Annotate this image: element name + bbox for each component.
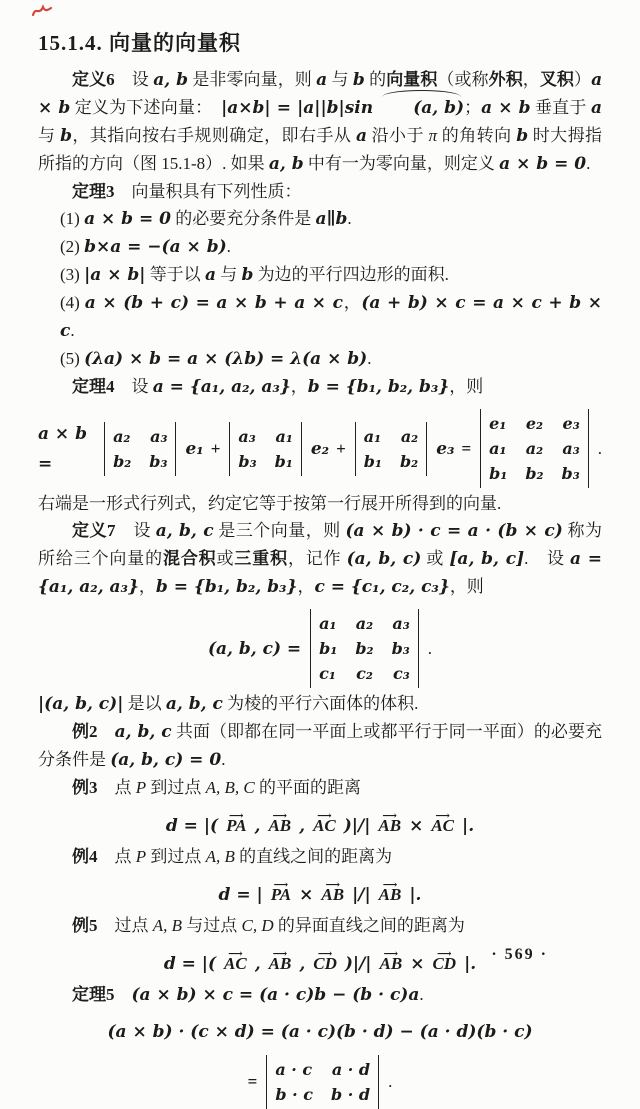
det-row xyxy=(319,661,410,686)
text-run: |a × b| xyxy=(84,265,146,285)
det-cell: b₂ xyxy=(399,451,419,471)
text-run: . 设 xyxy=(524,549,571,568)
text-run: c = {c₁, c₂, c₃} xyxy=(314,577,450,597)
text-run: 与 xyxy=(215,265,242,284)
text-run: |/| xyxy=(352,885,371,905)
text-run: (λa) × b = a × (λb) = λ(a × b) xyxy=(84,349,368,369)
text-run: ⟶ AB xyxy=(268,811,291,841)
text-run: 沿小于 xyxy=(366,126,429,145)
text-run: a = {a₁, a₂, a₃} xyxy=(152,377,291,397)
text-run: a × (b + c) = a × b + a × c xyxy=(84,293,344,313)
det-cell: b₃ xyxy=(149,451,168,471)
text-run: ⟶ PA xyxy=(271,880,291,910)
text-run: （或称 xyxy=(437,70,489,89)
text-run: b xyxy=(352,70,365,90)
text-run: a xyxy=(316,70,328,90)
equation-cross-product-determinant xyxy=(38,403,602,488)
text-run: . xyxy=(586,154,591,173)
text-run: 例4 xyxy=(72,847,98,866)
section-title: 15.1.4. 向量的向量积 xyxy=(38,31,241,55)
text-run: A, B xyxy=(205,847,235,866)
text-run: 的直线之间的距离为 xyxy=(234,847,393,866)
text-run: 共面（即都在同一平面上或都平行于同一平面）的必要充分条件是 xyxy=(38,722,602,769)
text-run: ⟶ CD xyxy=(313,949,337,979)
det-cell: b · c xyxy=(275,1085,313,1104)
text-run: b×a = −(a × b) xyxy=(84,237,227,257)
period: . xyxy=(597,438,602,458)
text-run: 叉积 xyxy=(539,70,575,89)
plus-sign: + xyxy=(336,438,346,458)
text-run: b = {b₁, b₂, b₃} xyxy=(155,577,298,597)
text-run: a × b xyxy=(38,70,603,118)
text-run: |. xyxy=(464,954,477,974)
text-run: (a + b) × c = a × c + b × c xyxy=(60,293,602,341)
text-run: d = |( xyxy=(163,954,217,974)
text-run: 向量积 xyxy=(386,70,438,89)
text-run: d = | xyxy=(218,885,263,905)
det-cell: e₃ xyxy=(562,414,580,433)
text-run: (2) xyxy=(60,237,85,256)
text-run: 到过点 xyxy=(146,778,206,797)
det-cell: b₁ xyxy=(319,639,338,658)
text-run: . xyxy=(367,349,372,368)
text-run: 垂直于 xyxy=(530,98,592,117)
text-run: (a × b) × c = (a · c)b − (b · c)a xyxy=(131,985,420,1005)
det-cell: a · d xyxy=(331,1060,371,1079)
paragraph-volume-note xyxy=(38,690,602,718)
text-run: 定义为下述向量： xyxy=(70,98,222,117)
text-run: × xyxy=(299,885,314,905)
basis-vector-e2: e₂ xyxy=(310,438,330,459)
det-row xyxy=(275,1057,370,1082)
text-run: (1) xyxy=(60,209,85,228)
equals-sign: = xyxy=(461,438,472,458)
text-run: a, b xyxy=(153,70,189,90)
det-cell: a₃ xyxy=(562,439,580,458)
text-run: a, b, c xyxy=(155,521,214,541)
text-run: 例2 xyxy=(72,722,98,741)
theorem3-property-1 xyxy=(38,205,602,233)
theorem3-property-5 xyxy=(38,345,602,373)
text-run: ） xyxy=(574,70,592,89)
basis-vector-e1: e₁ xyxy=(185,438,204,459)
equation-gram-determinant xyxy=(38,1049,602,1109)
text-run: ⟶ AC xyxy=(431,811,454,841)
text-run: 过点 xyxy=(97,916,153,935)
text-run: a × b xyxy=(481,98,531,118)
paragraph-expansion-note xyxy=(38,490,602,517)
page-number: · 569 · xyxy=(491,946,548,963)
text-run: ⟶ CD xyxy=(432,949,456,979)
text-run: (a × b) · c = a · (b × c) xyxy=(345,521,563,541)
text-run: a = {a₁, a₂, a₃} xyxy=(38,549,603,597)
text-run: (a × b) · (c × d) = (a · c)(b · d) − (a · d)(b · c) xyxy=(107,1022,533,1042)
text-run: a, b xyxy=(268,154,304,174)
text-run: 是三个向量，则 xyxy=(213,521,346,540)
text-run: 等于以 xyxy=(145,265,205,284)
det-cell: a₂ xyxy=(113,426,131,446)
det-cell: a₂ xyxy=(525,439,544,458)
det-cell: c₁ xyxy=(319,664,336,683)
text-run: 是非零向量，则 xyxy=(188,70,317,89)
text-run: 为边的平行四边形的面积. xyxy=(253,265,449,284)
text-run: ⟶ AB xyxy=(380,949,403,979)
det-row xyxy=(113,449,167,474)
text-run: |a×b| = |a||b|sin xyxy=(221,98,380,118)
det-cell: a₃ xyxy=(150,426,168,446)
text-run: ， xyxy=(522,70,540,89)
equals-sign: = xyxy=(247,1072,258,1091)
det-cell: c₂ xyxy=(356,664,373,683)
text-run: . xyxy=(347,209,352,228)
text-run: A, B, C xyxy=(205,778,255,797)
text-run: . xyxy=(70,321,75,340)
det-cell: c₃ xyxy=(393,664,410,683)
det-row xyxy=(319,636,410,661)
det-cell: b₁ xyxy=(274,451,293,471)
text-run: P xyxy=(135,847,147,866)
equation-example-4 xyxy=(38,872,602,910)
det-row xyxy=(489,461,580,486)
equation-lhs: a × b = xyxy=(38,423,87,474)
text-run: , xyxy=(254,954,261,974)
text-run: (4) xyxy=(60,293,85,312)
period: . xyxy=(427,638,433,658)
text-run: 时大拇指所指的方向（图 15.1-8）. 如果 xyxy=(38,126,603,173)
text-run: (a, b, c) = 0 xyxy=(110,750,222,770)
text-run: a xyxy=(591,98,603,118)
text-run: 点 xyxy=(97,847,136,866)
text-run: 定理5 xyxy=(72,985,115,1004)
text-run: ， xyxy=(138,577,156,596)
text-run: P xyxy=(135,778,147,797)
text-run: ，记作 xyxy=(287,549,347,568)
text-run: |. xyxy=(462,816,475,836)
text-run: ， xyxy=(290,377,308,396)
text-run: 的必要充分条件是 xyxy=(170,209,316,228)
text-run: 与 xyxy=(327,70,353,89)
text-run: 混合积 xyxy=(162,549,217,568)
text-run: a × b = 0 xyxy=(499,154,587,174)
det-cell: b₁ xyxy=(489,464,508,483)
det-cell: b₃ xyxy=(561,464,580,483)
det-row xyxy=(364,449,418,474)
text-run: ⟶ PA xyxy=(226,811,246,841)
text-run: 与过点 xyxy=(182,916,242,935)
equation-lagrange-identity xyxy=(38,1011,602,1047)
text-run: a xyxy=(355,126,367,146)
text-run: 定义7 xyxy=(72,521,116,540)
text-run: ， xyxy=(297,577,315,596)
det-cell: a₁ xyxy=(275,426,293,446)
text-run: . xyxy=(226,237,231,256)
text-run: (a, b) xyxy=(379,95,464,122)
det-cell: b₃ xyxy=(238,451,257,471)
det-cell: a₃ xyxy=(392,614,410,633)
det-cell: a₃ xyxy=(238,426,256,446)
text-run: ⟶ AB xyxy=(378,811,401,841)
det-cell: a₂ xyxy=(400,426,419,446)
text-run: ⟶ AC xyxy=(313,811,336,841)
text-run: 的角转向 xyxy=(437,126,517,145)
text-run: 设 xyxy=(115,521,156,540)
det-cell: b · d xyxy=(330,1085,371,1104)
text-run: ⟶ AC xyxy=(224,949,247,979)
det-row xyxy=(238,424,292,449)
text-run: 例3 xyxy=(72,778,98,797)
paragraph-theorem-3 xyxy=(38,178,602,205)
det-cell: b₂ xyxy=(525,464,544,483)
text-run: ⟶ AB xyxy=(321,880,344,910)
text-run: 为棱的平行六面体的体积. xyxy=(222,694,419,713)
plus-sign: + xyxy=(210,438,221,458)
text-run: 向量积具有下列性质： xyxy=(114,182,302,201)
basis-vector-e3: e₃ xyxy=(436,438,455,459)
text-run: ； xyxy=(464,98,482,117)
paragraph-theorem-5 xyxy=(38,981,602,1009)
theorem3-property-4 xyxy=(38,289,602,345)
determinant-3x3-formal xyxy=(480,409,589,488)
paragraph-definition-6 xyxy=(38,66,602,178)
text-run: 三重积 xyxy=(234,549,288,568)
text-run: b xyxy=(516,126,529,146)
det-cell: a₂ xyxy=(355,614,374,633)
text-run: |. xyxy=(409,885,422,905)
text-run: 点 xyxy=(97,778,136,797)
det-cell: b₂ xyxy=(355,639,374,658)
text-run: 中有一为零向量，则定义 xyxy=(303,154,500,173)
determinant-2x2-second xyxy=(229,422,301,476)
text-run: 设 xyxy=(114,70,154,89)
text-run: ⟶ AB xyxy=(379,880,402,910)
text-run: b xyxy=(241,265,254,285)
text-run: C, D xyxy=(241,916,274,935)
text-run: (3) xyxy=(60,265,85,284)
text-run: a xyxy=(204,265,216,285)
det-row xyxy=(319,611,410,636)
det-cell: b₂ xyxy=(113,451,132,471)
paragraph-definition-7 xyxy=(38,517,602,601)
text-run: , xyxy=(254,816,261,836)
text-run: × xyxy=(410,954,425,974)
text-run: 的平面的距离 xyxy=(254,778,361,797)
text-run: [a, b, c] xyxy=(449,549,525,569)
text-run: 是以 xyxy=(123,694,166,713)
text-run: (a, b, c) xyxy=(346,549,422,569)
text-run: 称为所给三个向量的 xyxy=(38,521,603,568)
text-run: d = |( xyxy=(165,816,219,836)
text-run: A, B xyxy=(152,916,183,935)
det-cell: e₁ xyxy=(489,414,507,433)
text-run: , xyxy=(299,954,306,974)
text-run: ⟶ AB xyxy=(269,949,292,979)
determinant-2x2-first xyxy=(104,422,176,476)
red-stamp-mark xyxy=(30,3,54,19)
text-run: a, b, c xyxy=(165,694,223,714)
text-run: π xyxy=(428,126,438,145)
det-cell: a₁ xyxy=(489,439,507,458)
text-run: 定理4 xyxy=(72,377,115,396)
text-run: a, b, c xyxy=(114,722,172,742)
text-run: b xyxy=(60,126,72,146)
det-cell: b₁ xyxy=(363,451,382,471)
determinant-2x2-dot-products xyxy=(266,1055,379,1109)
text-run: 外积 xyxy=(488,70,523,89)
det-cell: a₁ xyxy=(319,614,337,633)
determinant-2x2-third xyxy=(355,422,427,476)
text-run: ，则 xyxy=(449,577,484,596)
det-cell: b₃ xyxy=(391,639,410,658)
det-cell: a · c xyxy=(275,1060,313,1079)
paragraph-theorem-4 xyxy=(38,373,602,401)
text-run: ， xyxy=(343,293,362,312)
text-run: , xyxy=(299,816,306,836)
text-run: 右端是一形式行列式，约定它等于按第一行展开所得到的向量. xyxy=(38,494,502,513)
det-row xyxy=(364,424,418,449)
text-run: ，则 xyxy=(449,377,484,396)
text-run: . xyxy=(419,985,424,1004)
text-run: 或 xyxy=(216,549,235,568)
paragraph-example-2 xyxy=(38,718,602,774)
text-run: 定义6 xyxy=(72,70,115,89)
text-run: )|/| xyxy=(344,954,372,974)
paragraph-example-5 xyxy=(38,912,602,939)
equation-example-3 xyxy=(38,803,602,841)
text-run xyxy=(98,722,115,741)
determinant-3x3-mixed xyxy=(310,609,419,688)
text-run: 例5 xyxy=(72,916,98,935)
text-run: 的 xyxy=(364,70,387,89)
text-run: a∥b xyxy=(315,209,348,229)
theorem3-property-3 xyxy=(38,261,602,289)
text-run: )|/| xyxy=(343,816,371,836)
det-cell: e₂ xyxy=(525,414,544,433)
text-run: 或 xyxy=(421,549,450,568)
equation-mixed-product-determinant xyxy=(38,603,602,688)
det-row xyxy=(489,436,580,461)
paragraph-example-3 xyxy=(38,774,602,801)
text-run: b = {b₁, b₂, b₃} xyxy=(307,377,450,397)
det-row xyxy=(275,1082,370,1107)
text-run: 定理3 xyxy=(72,182,115,201)
text-run: 与 xyxy=(38,126,61,145)
paragraph-example-4 xyxy=(38,843,602,870)
text-run: . xyxy=(221,750,226,769)
text-run: ，其指向按右手规则确定，即右手从 xyxy=(72,126,356,145)
text-run: × xyxy=(409,816,424,836)
det-row xyxy=(113,424,167,449)
theorem3-property-2 xyxy=(38,233,602,261)
det-row xyxy=(238,449,292,474)
text-run: |(a, b, c)| xyxy=(38,694,124,714)
equation-lhs: (a, b, c) = xyxy=(207,638,302,659)
period: . xyxy=(388,1072,393,1091)
det-row xyxy=(489,411,580,436)
text-run: a × b = 0 xyxy=(84,209,171,229)
text-run: 设 xyxy=(114,377,153,396)
text-run: (5) xyxy=(60,349,85,368)
text-run: 的异面直线之间的距离为 xyxy=(273,916,465,935)
det-cell: a₁ xyxy=(363,426,382,446)
text-run: 到过点 xyxy=(146,847,206,866)
